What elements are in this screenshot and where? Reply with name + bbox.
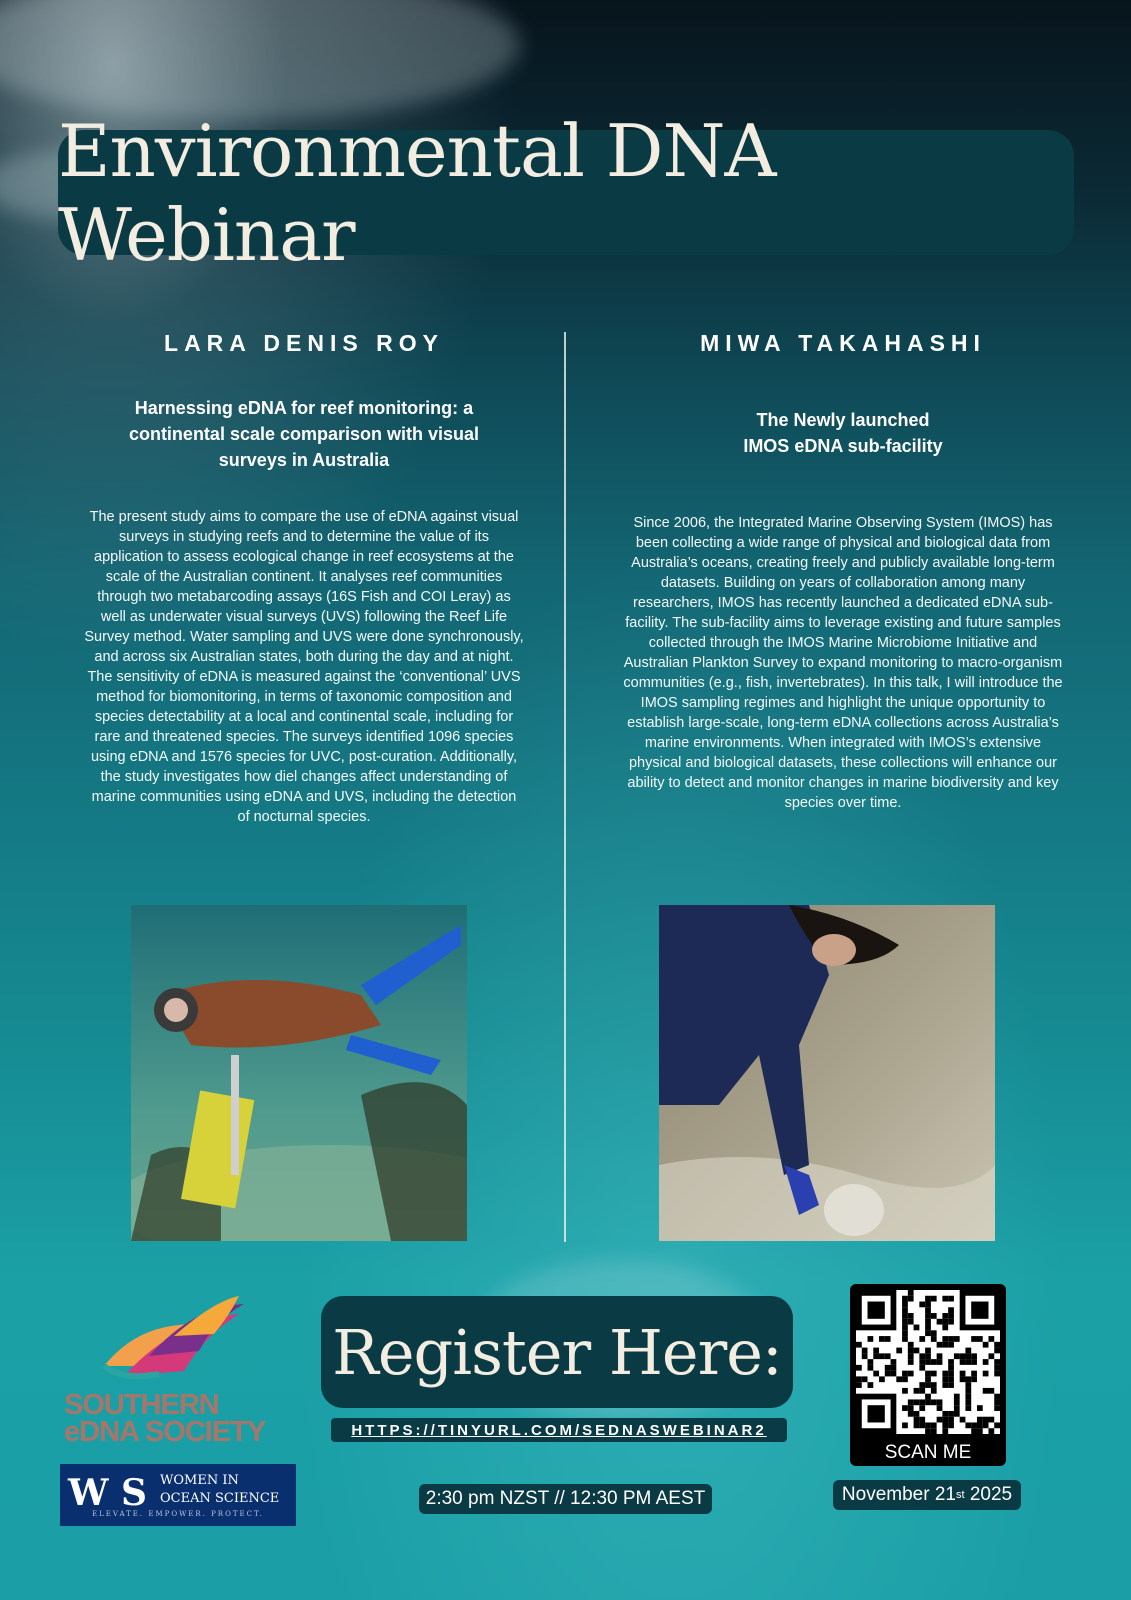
event-date-day: November 21 bbox=[841, 1484, 956, 1505]
wos-logo-name-line: WOMEN IN bbox=[160, 1473, 239, 1488]
southern-edna-society-logo bbox=[64, 1296, 298, 1446]
wos-logo-name-line: OCEAN SCIENCE bbox=[160, 1491, 280, 1506]
talk-abstract: The present study aims to compare the use of eDNA against visual surveys in studying reefs and to determine the value of its application to assess ecological change in reef ecosystems at the scale of the Australian continent. It analyses reef communities through two metabarcoding assays (16S Fish and COI Leray) as well as underwater visual surveys (UVS) following the Reef Life Survey method. Water sampling and UVS were done synchronously, and across six Australian states, both during the day and at night. The sensitivity of eDNA is measured against the ‘conventional’ UVS method for biomonitoring, in terms of taxonomic composition and species detectability at a local and continental scale, including for rare and threatened species. The surveys identified 1096 species using eDNA and 1576 species for UVC, post-curation. Additionally, the study investigates how diel changes affect understanding of marine communities using eDNA and UVS, including the detection of nocturnal species. bbox=[84, 509, 524, 825]
speaker-photo-diver bbox=[131, 905, 467, 1241]
sedna-logo-line: SOUTHERN bbox=[64, 1389, 219, 1421]
register-heading: Register Here: bbox=[332, 1315, 782, 1389]
wos-logo-letters: W S bbox=[68, 1472, 147, 1514]
page-title: Environmental DNA Webinar bbox=[58, 108, 776, 277]
talk-title-line: The Newly launched bbox=[756, 410, 930, 430]
speaker-name: MIWA TAKAHASHI bbox=[700, 330, 986, 356]
talk-title: Harnessing eDNA for reef monitoring: a continental scale comparison with visual surveys in Australia bbox=[128, 398, 480, 470]
scan-me-label: SCAN ME bbox=[884, 1442, 972, 1463]
talk-title-line: IMOS eDNA sub-facility bbox=[743, 436, 943, 456]
talk-title bbox=[623, 407, 1063, 459]
event-time: 2:30 pm NZST // 12:30 PM AEST bbox=[419, 1484, 712, 1514]
sedna-logo-text bbox=[64, 1389, 304, 1448]
wos-logo-tagline: ELEVATE. EMPOWER. PROTECT. bbox=[92, 1510, 264, 1518]
title-banner bbox=[58, 108, 1074, 277]
speaker-name: LARA DENIS ROY bbox=[164, 330, 444, 356]
wos-logo-name bbox=[160, 1472, 279, 1508]
qr-code[interactable] bbox=[850, 1284, 1006, 1466]
event-date-suffix: st bbox=[955, 1489, 965, 1501]
women-in-ocean-science-logo bbox=[60, 1464, 296, 1526]
qr-code-pattern bbox=[856, 1290, 1000, 1434]
speaker-column-left bbox=[84, 330, 524, 827]
registration-link[interactable]: HTTPS://TINYURL.COM/SEDNASWEBINAR2 bbox=[331, 1418, 787, 1442]
talk-abstract: Since 2006, the Integrated Marine Observing System (IMOS) has been collecting a wide range of physical and biological data from Australia’s oceans, creating freely and publicly available long-term datasets. Building on years of collaboration among many researchers, IMOS has recently launched a dedicated eDNA sub-facility. The sub-facility aims to leverage existing and future samples collected through the IMOS Marine Microbiome Initiative and Australian Plankton Survey to expand monitoring to macro-organism communities (e.g., fish, invertebrates). In this talk, I will introduce the IMOS sampling regimes and highlight the unique opportunity to establish large-scale, long-term eDNA collections across Australia’s marine environments. When integrated with IMOS’s extensive physical and biological datasets, these collections will enhance our ability to detect and monitor changes in marine biodiversity and key species over time. bbox=[623, 515, 1063, 811]
event-date-year: 2025 bbox=[969, 1484, 1013, 1505]
speaker-column-right bbox=[623, 330, 1063, 813]
sedna-logo-line: eDNA SOCIETY bbox=[64, 1416, 266, 1448]
event-date bbox=[833, 1480, 1021, 1510]
speaker-photo-sampling bbox=[659, 905, 995, 1241]
register-banner bbox=[321, 1296, 793, 1408]
column-divider bbox=[564, 332, 566, 1242]
foam-overlay bbox=[0, 0, 520, 120]
